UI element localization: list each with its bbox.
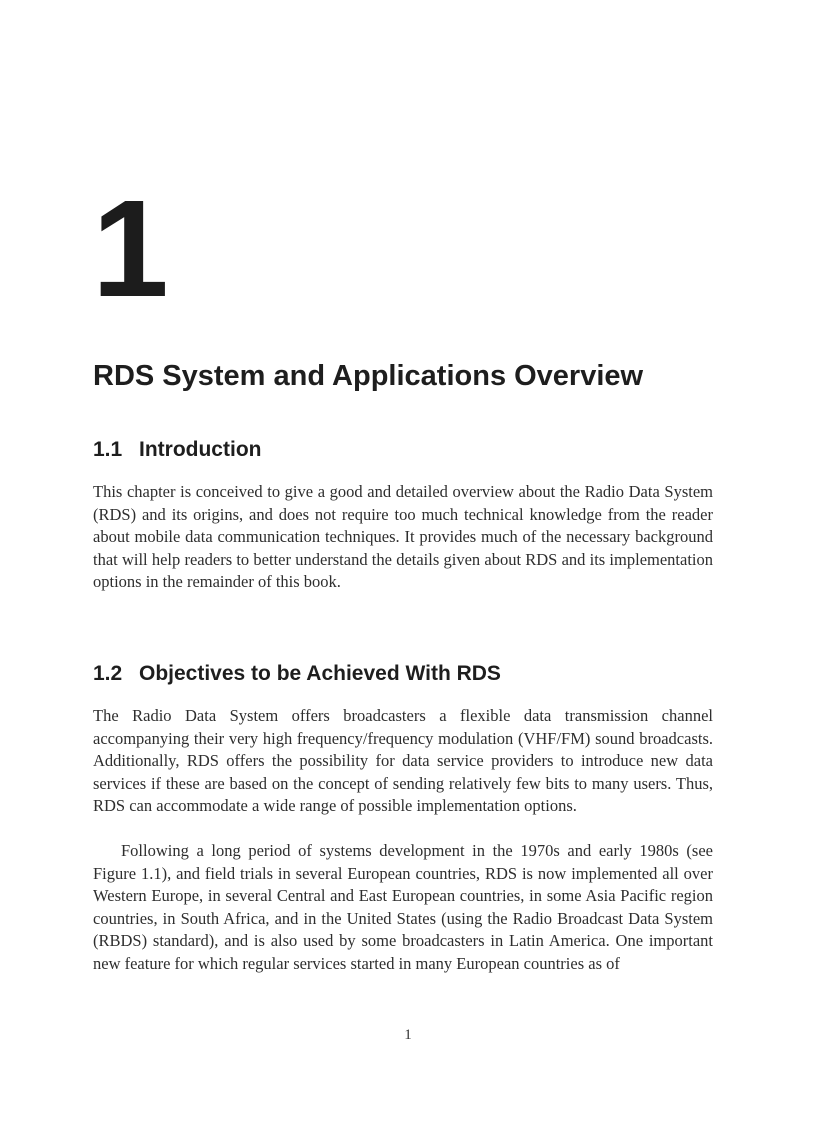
- objectives-paragraph-2: Following a long period of systems development in the 1970s and early 1980s (see Figure 1.1), and field trials in several European countries, RDS is now implemented all over Western Europe, in several Central and East European countries, in some Asia Pacific region countries, in South Africa, and in the United States (using the Radio Broadcast Data System (RBDS) standard), and is also used by some broadcasters in Latin America. One important new feature for which regular services started in many European countries as of: [93, 841, 713, 973]
- chapter-number: 1: [92, 172, 167, 326]
- page-number: 1: [404, 1027, 412, 1043]
- section-number: 1.1: [93, 438, 123, 461]
- section-title: Objectives to be Achieved With RDS: [139, 662, 501, 685]
- section-title: Introduction: [139, 438, 262, 461]
- chapter-title: RDS System and Applications Overview: [93, 360, 644, 392]
- objectives-paragraph-1: The Radio Data System offers broadcasters a flexible data transmission channel accompanying their very high frequency/frequency modulation (VHF/FM) sound broadcasts. Additionally, RDS offers the possibility for data service providers to introduce new data services if these are based on the concept of sending relatively few bits to many users. Thus, RDS can accommodate a wide range of possible implementation options.: [93, 706, 713, 816]
- section-heading-introduction: [93, 437, 261, 463]
- section-number: 1.2: [93, 662, 123, 685]
- section-heading-objectives: [93, 661, 501, 687]
- introduction-paragraph: This chapter is conceived to give a good and detailed overview about the Radio Data System (RDS) and its origins, and does not require too much technical knowledge from the reader about mobile data communication techniques. It provides much of the necessary background that will help readers to better understand the details given about RDS and its implementation options in the remainder of this book.: [93, 482, 713, 592]
